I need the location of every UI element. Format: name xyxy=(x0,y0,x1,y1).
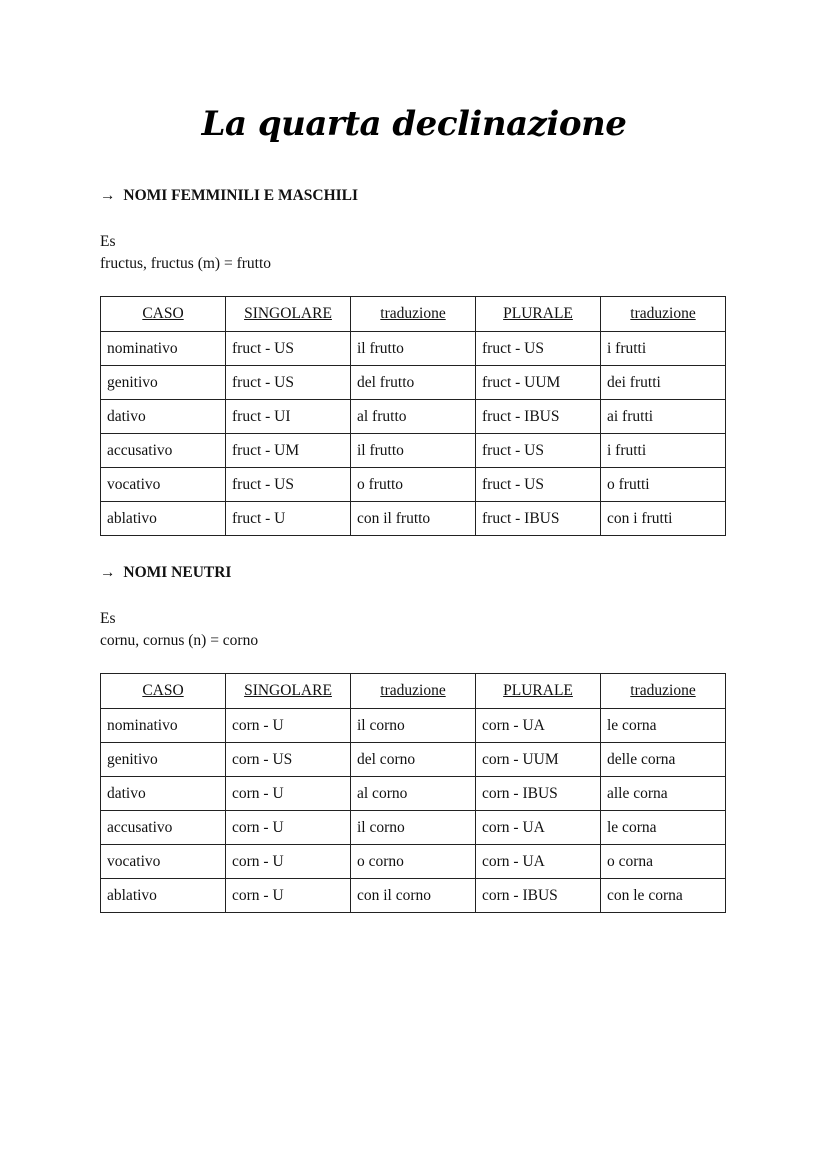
column-header-traduzione-singolare: traduzione xyxy=(351,297,476,332)
column-header-traduzione-singolare: traduzione xyxy=(351,674,476,709)
table-cell: o corno xyxy=(351,845,476,879)
table-cell: fruct - US xyxy=(476,468,601,502)
column-header-traduzione-plurale: traduzione xyxy=(601,674,726,709)
table-row xyxy=(101,845,726,879)
example-text: cornu, cornus (n) = corno xyxy=(100,632,259,649)
table-cell: genitivo xyxy=(101,366,226,400)
table-cell: fruct - US xyxy=(476,434,601,468)
table-cell: il frutto xyxy=(351,332,476,366)
table-cell: nominativo xyxy=(101,709,226,743)
table-row xyxy=(101,400,726,434)
declension-table-femminili-maschili xyxy=(100,296,726,536)
table-cell: corn - U xyxy=(226,777,351,811)
table-cell: o frutto xyxy=(351,468,476,502)
table-cell: ablativo xyxy=(101,879,226,913)
column-header-singolare: SINGOLARE xyxy=(226,674,351,709)
table-cell: il frutto xyxy=(351,434,476,468)
table-cell: fruct - UM xyxy=(226,434,351,468)
section-heading-text: NOMI FEMMINILI E MASCHILI xyxy=(123,187,359,204)
table-cell: nominativo xyxy=(101,332,226,366)
table-row xyxy=(101,879,726,913)
table-cell: il corno xyxy=(351,811,476,845)
section-heading-text: NOMI NEUTRI xyxy=(123,564,232,581)
table-row xyxy=(101,709,726,743)
table-cell: i frutti xyxy=(601,434,726,468)
table-cell: dei frutti xyxy=(601,366,726,400)
table-cell: al frutto xyxy=(351,400,476,434)
table-cell: corn - UUM xyxy=(476,743,601,777)
table-cell: ai frutti xyxy=(601,400,726,434)
table-cell: delle corna xyxy=(601,743,726,777)
table-cell: alle corna xyxy=(601,777,726,811)
table-cell: corn - U xyxy=(226,709,351,743)
table-cell: fruct - US xyxy=(226,366,351,400)
column-header-caso: CASO xyxy=(101,297,226,332)
example-label: Es xyxy=(100,233,116,250)
table-cell: vocativo xyxy=(101,468,226,502)
table-row xyxy=(101,811,726,845)
table-cell: fruct - US xyxy=(226,332,351,366)
column-header-caso: CASO xyxy=(101,674,226,709)
table-cell: ablativo xyxy=(101,502,226,536)
table-cell: fruct - UI xyxy=(226,400,351,434)
table-cell: corn - IBUS xyxy=(476,777,601,811)
table-cell: con il corno xyxy=(351,879,476,913)
table-cell: corn - UA xyxy=(476,709,601,743)
example-block xyxy=(100,231,271,275)
table-cell: fruct - IBUS xyxy=(476,502,601,536)
arrow-icon: → xyxy=(100,564,116,581)
example-text: fructus, fructus (m) = frutto xyxy=(100,255,272,272)
table-cell: accusativo xyxy=(101,811,226,845)
table-row xyxy=(101,366,726,400)
table-cell: accusativo xyxy=(101,434,226,468)
arrow-icon: → xyxy=(100,187,116,204)
column-header-plurale: PLURALE xyxy=(476,674,601,709)
table-cell: corn - IBUS xyxy=(476,879,601,913)
table-row xyxy=(101,332,726,366)
table-row xyxy=(101,468,726,502)
table-cell: vocativo xyxy=(101,845,226,879)
table-header-row xyxy=(101,297,726,332)
table-row xyxy=(101,434,726,468)
table-cell: corn - U xyxy=(226,845,351,879)
table-header-row xyxy=(101,674,726,709)
section-heading-femminili-maschili xyxy=(100,187,358,205)
table-cell: o corna xyxy=(601,845,726,879)
table-cell: corn - U xyxy=(226,879,351,913)
table-row xyxy=(101,743,726,777)
table-cell: con i frutti xyxy=(601,502,726,536)
table-cell: fruct - US xyxy=(226,468,351,502)
table-cell: corn - UA xyxy=(476,811,601,845)
table-cell: fruct - IBUS xyxy=(476,400,601,434)
table-cell: i frutti xyxy=(601,332,726,366)
table-row xyxy=(101,777,726,811)
table-cell: dativo xyxy=(101,777,226,811)
table-cell: con le corna xyxy=(601,879,726,913)
table-row xyxy=(101,502,726,536)
table-cell: le corna xyxy=(601,811,726,845)
table-cell: fruct - US xyxy=(476,332,601,366)
table-cell: con il frutto xyxy=(351,502,476,536)
page-title: La quarta declinazione xyxy=(201,104,627,144)
section-heading-neutri xyxy=(100,564,231,582)
table-cell: fruct - UUM xyxy=(476,366,601,400)
table-cell: del frutto xyxy=(351,366,476,400)
table-cell: o frutti xyxy=(601,468,726,502)
column-header-singolare: SINGOLARE xyxy=(226,297,351,332)
table-cell: corn - U xyxy=(226,811,351,845)
column-header-plurale: PLURALE xyxy=(476,297,601,332)
column-header-traduzione-plurale: traduzione xyxy=(601,297,726,332)
table-cell: genitivo xyxy=(101,743,226,777)
table-cell: fruct - U xyxy=(226,502,351,536)
table-cell: al corno xyxy=(351,777,476,811)
table-cell: il corno xyxy=(351,709,476,743)
table-cell: del corno xyxy=(351,743,476,777)
example-label: Es xyxy=(100,610,116,627)
table-cell: dativo xyxy=(101,400,226,434)
table-cell: corn - US xyxy=(226,743,351,777)
declension-table-neutri xyxy=(100,673,726,913)
table-cell: corn - UA xyxy=(476,845,601,879)
example-block xyxy=(100,608,258,652)
table-cell: le corna xyxy=(601,709,726,743)
